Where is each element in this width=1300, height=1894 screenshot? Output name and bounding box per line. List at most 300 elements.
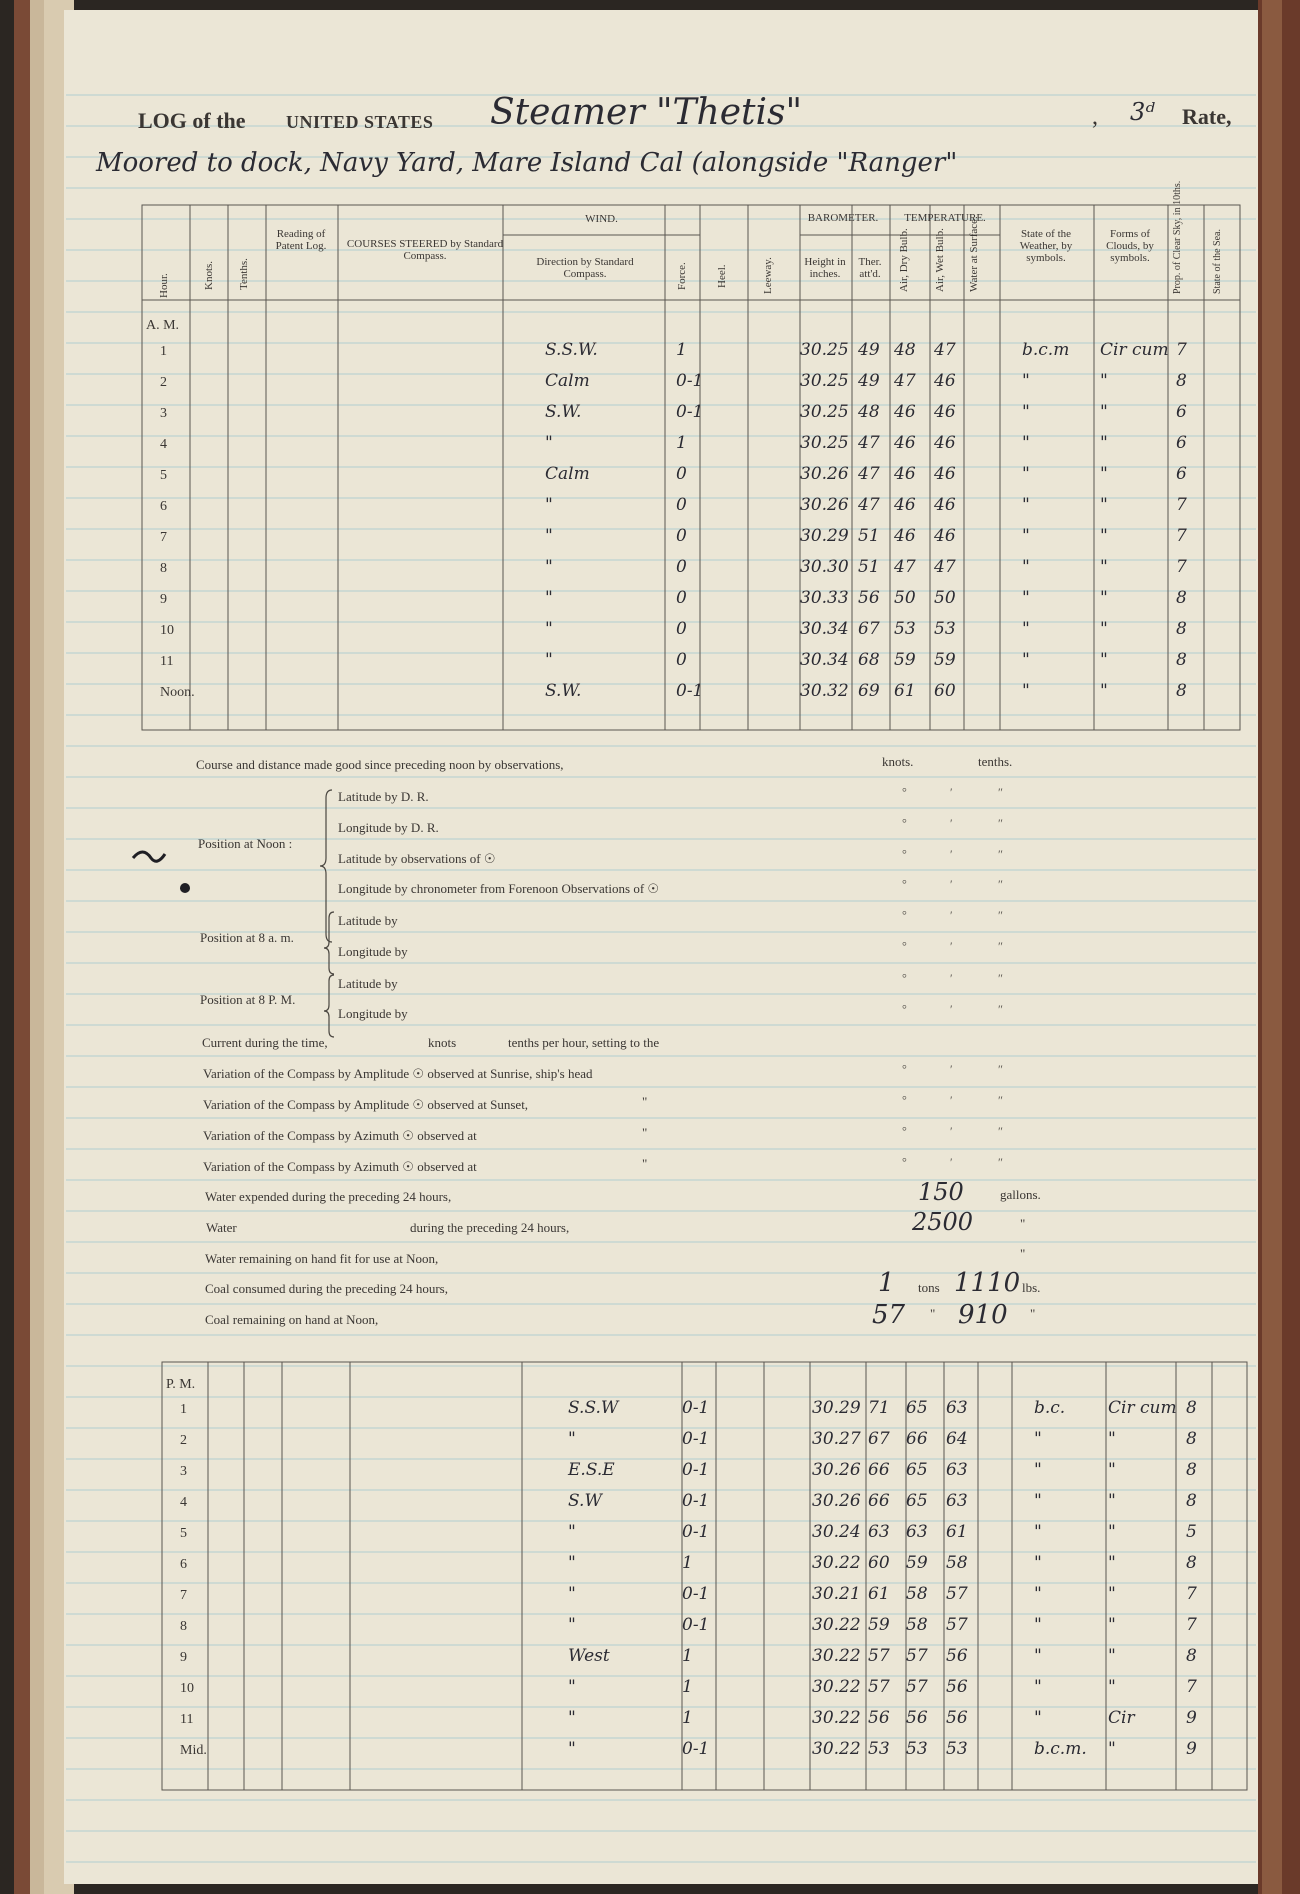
- gallons-label: gallons.: [1000, 1187, 1041, 1202]
- barometer-cell: 30.26: [812, 1491, 861, 1511]
- weather-cell: ": [1022, 402, 1030, 422]
- hour-cell: 5: [160, 468, 167, 483]
- clear-sky-cell: 8: [1186, 1646, 1197, 1666]
- clouds-cell: ": [1100, 681, 1108, 701]
- thermometer-cell: 56: [868, 1708, 890, 1728]
- force-cell: 0-1: [682, 1460, 710, 1480]
- force-cell: 0-1: [676, 681, 704, 701]
- barometer-cell: 30.29: [800, 526, 849, 546]
- coal-rem-ditto-1: ": [930, 1306, 936, 1321]
- barometer-cell: 30.25: [800, 340, 849, 360]
- dry-bulb-cell: 65: [906, 1491, 928, 1511]
- clouds-cell: Cir cum: [1100, 340, 1169, 360]
- wind-direction-cell: ": [545, 650, 553, 670]
- force-cell: 0-1: [682, 1398, 710, 1418]
- wind-direction-cell: S.W: [568, 1491, 602, 1511]
- dry-bulb-cell: 46: [894, 495, 916, 515]
- location-line: Moored to dock, Navy Yard, Mare Island Cal (alongside "Ranger": [96, 148, 958, 178]
- weather-cell: ": [1034, 1615, 1042, 1635]
- wet-bulb-cell: 59: [934, 650, 956, 670]
- ther-header: Ther. att'd.: [858, 256, 882, 280]
- wet-bulb-cell: 63: [946, 1460, 968, 1480]
- barometer-cell: 30.22: [812, 1739, 861, 1759]
- force-cell: 0: [676, 588, 687, 608]
- clouds-cell: ": [1100, 495, 1108, 515]
- weather-cell: ": [1022, 681, 1030, 701]
- barometer-cell: 30.32: [800, 681, 849, 701]
- degree-mark: °: [902, 1124, 907, 1138]
- force-cell: 0-1: [682, 1429, 710, 1449]
- clear-sky-cell: 7: [1186, 1677, 1197, 1697]
- degree-mark: °: [902, 847, 907, 861]
- weather-cell: ": [1034, 1429, 1042, 1449]
- barometer-cell: 30.22: [812, 1677, 861, 1697]
- hour-cell: 2: [160, 375, 167, 390]
- water-label: Water: [206, 1220, 237, 1235]
- thermometer-cell: 51: [858, 526, 880, 546]
- force-cell: 1: [682, 1553, 693, 1573]
- force-cell: 0: [676, 526, 687, 546]
- clear-sky-cell: 6: [1176, 464, 1187, 484]
- weather-cell: ": [1022, 433, 1030, 453]
- clear-sky-cell: 7: [1186, 1584, 1197, 1604]
- degree-mark: °: [902, 1155, 907, 1169]
- barometer-cell: 30.34: [800, 650, 849, 670]
- weather-cell: ": [1022, 526, 1030, 546]
- header-comma: ,: [1092, 104, 1098, 130]
- clouds-cell: ": [1100, 619, 1108, 639]
- wet-bulb-cell: 56: [946, 1677, 968, 1697]
- weather-header: State of the Weather, by symbols.: [1019, 228, 1073, 264]
- united-states-label: UNITED STATES: [286, 112, 434, 132]
- weather-cell: ": [1034, 1584, 1042, 1604]
- wind-direction-cell: E.S.E: [568, 1460, 615, 1480]
- thermometer-cell: 63: [868, 1522, 890, 1542]
- wind-direction-cell: ": [545, 433, 553, 453]
- dry-bulb-cell: 48: [894, 340, 916, 360]
- force-cell: 0-1: [682, 1739, 710, 1759]
- air-dry-header: Air, Dry Bulb.: [898, 228, 910, 292]
- barometer-cell: 30.26: [812, 1460, 861, 1480]
- thermometer-cell: 66: [868, 1460, 890, 1480]
- patent-log-header: Reading of Patent Log.: [275, 228, 327, 252]
- clear-sky-cell: 7: [1186, 1615, 1197, 1635]
- lat-dr-label: Latitude by D. R.: [338, 789, 429, 804]
- lbs-label: lbs.: [1022, 1280, 1041, 1295]
- clear-sky-cell: 8: [1176, 619, 1187, 639]
- barometer-cell: 30.22: [812, 1646, 861, 1666]
- thermometer-cell: 67: [868, 1429, 890, 1449]
- minute-mark: ′: [950, 1155, 953, 1169]
- degree-mark: °: [902, 971, 907, 985]
- wind-direction-cell: ": [568, 1708, 576, 1728]
- dry-bulb-cell: 50: [894, 588, 916, 608]
- clouds-cell: ": [1100, 557, 1108, 577]
- clear-sky-header: Prop. of Clear Sky, in 10ths.: [1172, 180, 1183, 294]
- clouds-cell: ": [1108, 1522, 1116, 1542]
- force-cell: 0-1: [682, 1584, 710, 1604]
- current-tenths-label: tenths per hour, setting to the: [508, 1035, 660, 1050]
- lat-8pm-label: Latitude by: [338, 976, 398, 991]
- clear-sky-cell: 7: [1176, 557, 1187, 577]
- lon-chrono-label: Longitude by chronometer from Forenoon Observations of ☉: [338, 881, 660, 896]
- second-mark: ″: [998, 785, 1003, 799]
- wet-bulb-cell: 50: [934, 588, 956, 608]
- barometer-header: BAROMETER.: [807, 212, 879, 224]
- force-cell: 1: [682, 1646, 693, 1666]
- wind-direction-cell: S.S.W.: [545, 340, 598, 360]
- hour-cell: 6: [160, 499, 167, 514]
- thermometer-cell: 49: [858, 340, 880, 360]
- clouds-cell: ": [1108, 1615, 1116, 1635]
- dry-bulb-cell: 46: [894, 433, 916, 453]
- position-8pm-label: Position at 8 P. M.: [200, 992, 296, 1007]
- second-mark: ″: [998, 877, 1003, 891]
- thermometer-cell: 47: [858, 433, 880, 453]
- lon-8pm-label: Longitude by: [338, 1006, 408, 1021]
- var-sunrise-label: Variation of the Compass by Amplitude ☉ observed at Sunrise, ship's head: [203, 1066, 593, 1081]
- barometer-cell: 30.26: [800, 495, 849, 515]
- lat-8am-label: Latitude by: [338, 913, 398, 928]
- clouds-cell: ": [1108, 1739, 1116, 1759]
- barometer-cell: 30.22: [812, 1708, 861, 1728]
- clear-sky-cell: 6: [1176, 402, 1187, 422]
- barometer-cell: 30.21: [812, 1584, 861, 1604]
- minute-mark: ′: [950, 785, 953, 799]
- degree-mark: °: [902, 1093, 907, 1107]
- lon-dr-label: Longitude by D. R.: [338, 820, 439, 835]
- thermometer-cell: 67: [858, 619, 880, 639]
- weather-cell: b.c.m: [1022, 340, 1070, 360]
- barometer-cell: 30.29: [812, 1398, 861, 1418]
- minute-mark: ′: [950, 847, 953, 861]
- thermometer-cell: 57: [868, 1646, 890, 1666]
- hour-cell: 8: [180, 1619, 187, 1634]
- wind-direction-cell: ": [545, 619, 553, 639]
- barometer-cell: 30.25: [800, 371, 849, 391]
- wet-bulb-cell: 63: [946, 1398, 968, 1418]
- var-azimuth-label-1: Variation of the Compass by Azimuth ☉ observed at: [203, 1128, 477, 1143]
- hour-cell: 10: [180, 1681, 194, 1696]
- barometer-cell: 30.25: [800, 402, 849, 422]
- dry-bulb-cell: 53: [894, 619, 916, 639]
- clear-sky-cell: 8: [1186, 1398, 1197, 1418]
- hour-cell: 10: [160, 623, 174, 638]
- degree-mark: °: [902, 1002, 907, 1016]
- coal-remaining-label: Coal remaining on hand at Noon,: [205, 1312, 379, 1327]
- height-header: Height in inches.: [804, 256, 846, 280]
- dry-bulb-cell: 61: [894, 681, 916, 701]
- hour-cell: 6: [180, 1557, 187, 1572]
- wet-bulb-cell: 46: [934, 371, 956, 391]
- lat-obs-label: Latitude by observations of ☉: [338, 851, 496, 866]
- degree-mark: °: [902, 785, 907, 799]
- degree-mark: °: [902, 816, 907, 830]
- force-cell: 0: [676, 557, 687, 577]
- weather-cell: ": [1022, 464, 1030, 484]
- hour-cell: 11: [180, 1712, 194, 1727]
- clear-sky-cell: 8: [1186, 1553, 1197, 1573]
- wind-direction-cell: ": [545, 588, 553, 608]
- hour-header: Hour.: [158, 273, 170, 298]
- vessel-name: Steamer "Thetis": [490, 92, 803, 133]
- dry-bulb-cell: 63: [906, 1522, 928, 1542]
- hour-cell: 1: [180, 1402, 187, 1417]
- courses-header: COURSES STEERED by Standard Compass.: [346, 238, 504, 262]
- wind-direction-cell: S.W.: [545, 681, 582, 701]
- clouds-cell: ": [1100, 650, 1108, 670]
- barometer-cell: 30.33: [800, 588, 849, 608]
- tenths-label: tenths.: [978, 754, 1013, 769]
- wind-direction-cell: ": [568, 1429, 576, 1449]
- hour-cell: 5: [180, 1526, 187, 1541]
- wet-bulb-cell: 63: [946, 1491, 968, 1511]
- second-mark: ″: [998, 816, 1003, 830]
- wet-bulb-cell: 47: [934, 340, 956, 360]
- wet-bulb-cell: 60: [934, 681, 956, 701]
- weather-cell: ": [1022, 495, 1030, 515]
- clouds-cell: ": [1100, 588, 1108, 608]
- knots-header: Knots.: [203, 260, 215, 290]
- clear-sky-cell: 8: [1186, 1460, 1197, 1480]
- minute-mark: ′: [950, 816, 953, 830]
- thermometer-cell: 69: [858, 681, 880, 701]
- wet-bulb-cell: 64: [946, 1429, 968, 1449]
- second-mark: ″: [998, 847, 1003, 861]
- minute-mark: ′: [950, 1062, 953, 1076]
- clouds-header: Forms of Clouds, by symbols.: [1106, 228, 1154, 264]
- weather-cell: b.c.m.: [1034, 1739, 1087, 1759]
- dry-bulb-cell: 46: [894, 464, 916, 484]
- clouds-cell: ": [1100, 464, 1108, 484]
- clouds-cell: Cir: [1108, 1708, 1135, 1728]
- thermometer-cell: 59: [868, 1615, 890, 1635]
- thermometer-cell: 57: [868, 1677, 890, 1697]
- clouds-cell: ": [1108, 1646, 1116, 1666]
- thermometer-cell: 60: [868, 1553, 890, 1573]
- clear-sky-cell: 8: [1176, 650, 1187, 670]
- dry-bulb-cell: 65: [906, 1398, 928, 1418]
- wind-direction-cell: ": [568, 1677, 576, 1697]
- minute-mark: ′: [950, 971, 953, 985]
- barometer-cell: 30.22: [812, 1615, 861, 1635]
- wind-direction-cell: ": [568, 1739, 576, 1759]
- clouds-cell: ": [1100, 371, 1108, 391]
- clear-sky-cell: 8: [1186, 1491, 1197, 1511]
- barometer-cell: 30.30: [800, 557, 849, 577]
- force-cell: 0: [676, 464, 687, 484]
- dry-bulb-cell: 46: [894, 526, 916, 546]
- water-value: 2500: [912, 1208, 974, 1236]
- thermometer-cell: 48: [858, 402, 880, 422]
- hour-cell: Noon.: [160, 685, 195, 700]
- var-sunset-ditto: ": [642, 1094, 648, 1109]
- var-azimuth-ditto-1: ": [642, 1125, 648, 1140]
- force-cell: 0: [676, 619, 687, 639]
- var-sunset-label: Variation of the Compass by Amplitude ☉ observed at Sunset,: [203, 1097, 529, 1112]
- position-noon-label: Position at Noon :: [198, 836, 293, 851]
- weather-cell: ": [1034, 1646, 1042, 1666]
- log-of-label: LOG of the: [138, 108, 246, 133]
- dry-bulb-cell: 46: [894, 402, 916, 422]
- hour-cell: 2: [180, 1433, 187, 1448]
- wind-direction-cell: Calm: [545, 371, 590, 391]
- clouds-cell: ": [1108, 1584, 1116, 1604]
- var-azimuth-ditto-2: ": [642, 1156, 648, 1171]
- var-azimuth-label-2: Variation of the Compass by Azimuth ☉ observed at: [203, 1159, 477, 1174]
- dry-bulb-cell: 56: [906, 1708, 928, 1728]
- thermometer-cell: 49: [858, 371, 880, 391]
- thermometer-cell: 66: [868, 1491, 890, 1511]
- hour-cell: 8: [160, 561, 167, 576]
- degree-mark: °: [902, 939, 907, 953]
- weather-cell: ": [1022, 650, 1030, 670]
- water-during-label: during the preceding 24 hours,: [410, 1220, 570, 1235]
- rate-number: 3ᵈ: [1130, 98, 1155, 126]
- second-mark: ″: [998, 939, 1003, 953]
- barometer-cell: 30.25: [800, 433, 849, 453]
- degree-mark: °: [902, 877, 907, 891]
- wind-direction-cell: West: [568, 1646, 610, 1666]
- clouds-cell: ": [1108, 1460, 1116, 1480]
- clear-sky-cell: 9: [1186, 1739, 1197, 1759]
- wind-direction-header: Direction by Standard Compass.: [536, 256, 634, 280]
- wind-direction-cell: ": [568, 1522, 576, 1542]
- hour-cell: 9: [160, 592, 167, 607]
- hour-cell: 7: [180, 1588, 187, 1603]
- wet-bulb-cell: 47: [934, 557, 956, 577]
- dry-bulb-cell: 59: [906, 1553, 928, 1573]
- wet-bulb-cell: 46: [934, 433, 956, 453]
- coal-lbs-value: 1110: [954, 1268, 1021, 1298]
- water-expended-label: Water expended during the preceding 24 hours,: [205, 1189, 452, 1204]
- wet-bulb-cell: 46: [934, 464, 956, 484]
- dry-bulb-cell: 66: [906, 1429, 928, 1449]
- force-header: Force.: [676, 262, 688, 290]
- clouds-cell: ": [1108, 1553, 1116, 1573]
- wet-bulb-cell: 61: [946, 1522, 968, 1542]
- dry-bulb-cell: 57: [906, 1677, 928, 1697]
- dry-bulb-cell: 58: [906, 1615, 928, 1635]
- hour-cell: Mid.: [180, 1743, 207, 1758]
- weather-cell: ": [1034, 1522, 1042, 1542]
- tenths-header: Tenths.: [238, 258, 250, 290]
- clear-sky-cell: 8: [1176, 681, 1187, 701]
- air-wet-header: Air, Wet Bulb.: [934, 228, 946, 292]
- second-mark: ″: [998, 908, 1003, 922]
- pm-label: P. M.: [166, 1377, 196, 1392]
- clear-sky-cell: 8: [1176, 371, 1187, 391]
- wet-bulb-cell: 53: [934, 619, 956, 639]
- minute-mark: ′: [950, 1124, 953, 1138]
- dry-bulb-cell: 58: [906, 1584, 928, 1604]
- leeway-header: Leeway.: [762, 257, 774, 294]
- wind-direction-cell: ": [545, 557, 553, 577]
- dry-bulb-cell: 47: [894, 371, 916, 391]
- dry-bulb-cell: 59: [894, 650, 916, 670]
- clouds-cell: ": [1108, 1491, 1116, 1511]
- heel-header: Heel.: [716, 264, 728, 288]
- tons-label: tons: [918, 1280, 940, 1295]
- weather-cell: ": [1022, 588, 1030, 608]
- force-cell: 0-1: [682, 1522, 710, 1542]
- wind-direction-cell: ": [545, 495, 553, 515]
- temperature-header: TEMPERATURE.: [904, 212, 986, 224]
- water-expended-value: 150: [918, 1178, 964, 1206]
- am-label: A. M.: [146, 318, 180, 333]
- force-cell: 1: [676, 433, 687, 453]
- wet-bulb-cell: 58: [946, 1553, 968, 1573]
- hour-cell: 1: [160, 344, 167, 359]
- course-distance-label: Course and distance made good since preceding noon by observations,: [196, 757, 564, 772]
- force-cell: 1: [682, 1677, 693, 1697]
- clear-sky-cell: 8: [1176, 588, 1187, 608]
- current-label: Current during the time,: [202, 1035, 328, 1050]
- minute-mark: ′: [950, 939, 953, 953]
- force-cell: 0-1: [676, 371, 704, 391]
- dry-bulb-cell: 65: [906, 1460, 928, 1480]
- thermometer-cell: 47: [858, 464, 880, 484]
- wet-bulb-cell: 57: [946, 1615, 968, 1635]
- weather-cell: ": [1034, 1708, 1042, 1728]
- force-cell: 0-1: [682, 1615, 710, 1635]
- thermometer-cell: 56: [858, 588, 880, 608]
- force-cell: 0: [676, 495, 687, 515]
- wet-bulb-cell: 56: [946, 1708, 968, 1728]
- coal-rem-lbs-value: 910: [958, 1300, 1008, 1330]
- coal-consumed-label: Coal consumed during the preceding 24 hours,: [205, 1281, 448, 1296]
- sea-header: State of the Sea.: [1212, 229, 1223, 294]
- thermometer-cell: 61: [868, 1584, 890, 1604]
- force-cell: 0-1: [682, 1491, 710, 1511]
- thermometer-cell: 47: [858, 495, 880, 515]
- coal-rem-ditto-2: ": [1030, 1306, 1036, 1321]
- wet-bulb-cell: 53: [946, 1739, 968, 1759]
- hour-cell: 4: [180, 1495, 187, 1510]
- clear-sky-cell: 8: [1186, 1429, 1197, 1449]
- wet-bulb-cell: 46: [934, 495, 956, 515]
- wind-direction-cell: ": [568, 1615, 576, 1635]
- hour-cell: 11: [160, 654, 174, 669]
- second-mark: ″: [998, 1093, 1003, 1107]
- dry-bulb-cell: 53: [906, 1739, 928, 1759]
- barometer-cell: 30.26: [800, 464, 849, 484]
- hour-cell: 7: [160, 530, 167, 545]
- water-remaining-label: Water remaining on hand fit for use at Noon,: [205, 1251, 439, 1266]
- wet-bulb-cell: 46: [934, 526, 956, 546]
- water-ditto: ": [1020, 1216, 1026, 1231]
- force-cell: 1: [682, 1708, 693, 1728]
- force-cell: 1: [676, 340, 687, 360]
- hour-cell: 9: [180, 1650, 187, 1665]
- weather-cell: ": [1034, 1460, 1042, 1480]
- coal-tons-value: 1: [878, 1268, 895, 1298]
- weather-cell: ": [1034, 1677, 1042, 1697]
- wind-direction-cell: S.S.W: [568, 1398, 619, 1418]
- weather-cell: ": [1022, 619, 1030, 639]
- coal-rem-tons-value: 57: [872, 1300, 906, 1330]
- clear-sky-cell: 9: [1186, 1708, 1197, 1728]
- position-8am-label: Position at 8 a. m.: [200, 930, 294, 945]
- clouds-cell: ": [1100, 402, 1108, 422]
- dry-bulb-cell: 57: [906, 1646, 928, 1666]
- dry-bulb-cell: 47: [894, 557, 916, 577]
- lon-8am-label: Longitude by: [338, 944, 408, 959]
- second-mark: ″: [998, 1002, 1003, 1016]
- second-mark: ″: [998, 1124, 1003, 1138]
- clear-sky-cell: 7: [1176, 495, 1187, 515]
- water-remaining-ditto: ": [1020, 1246, 1026, 1261]
